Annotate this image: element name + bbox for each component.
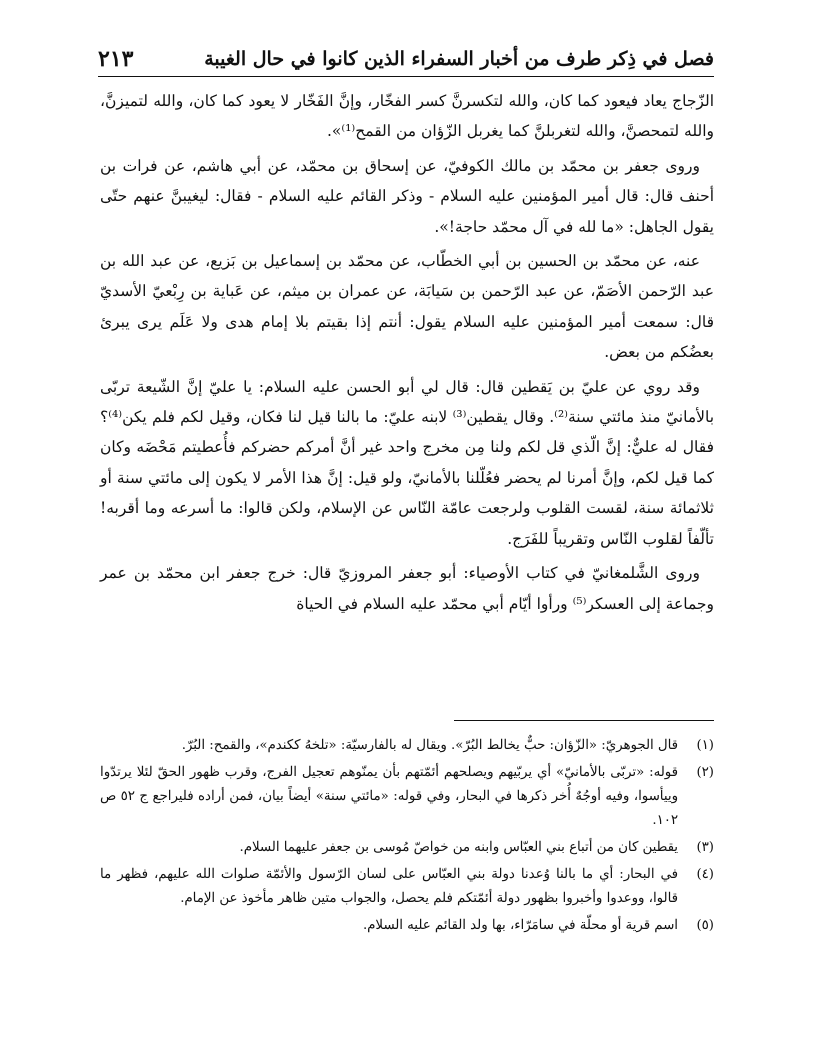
paragraph: وروى الشَّلمغانيّ في كتاب الأوصياء: أبو جعفر المروزيّ قال: خرج جعفر ابن محمّد بن عمر وجماعة إلى العسكر⁽⁵⁾ ورأوا أيّام أبي محمّد عليه السلام في الحياة xyxy=(100,564,714,613)
footnote-number: (١) xyxy=(696,738,714,753)
chapter-title: فصل في ذِكر طرف من أخبار السفراء الذين كانوا في حال الغيبة xyxy=(204,48,714,70)
footnote-separator xyxy=(454,720,714,721)
footnote-number: (٣) xyxy=(696,840,714,855)
paragraph: وقد روي عن عليّ بن يَقطين قال: قال لي أبو الحسن عليه السلام: يا عليّ إنَّ الشّيعة تربّى بالأمانيّ منذ مائتي سنة⁽²⁾. وقال يقطين⁽³⁾ لابنه عليّ: ما بالنا قيل لنا فكان، وقيل لكم فلم يكن⁽⁴⁾؟ فقال له عليٌّ: إنَّ الّذي قل لكم ولنا مِن مخرج واحد غير أنَّ أمركم حضركم فأُعطيتم مَحْضَه وكان كما قيل لكم، وإنَّ أمرنا لم يحضر فعُلّلنا بالأمانيّ، ولو قيل: إنَّ هذا الأمر لا يكون إلى مائتي سنة أو ثلاثمائة سنة، لقست القلوب ولرجعت عامّة النّاس عن الإسلام، ولكن قالوا: ما أسرعه وما أقربه! تألّفاً لقلوب النّاس وتقريباً للفَرَج. xyxy=(100,377,715,548)
footnotes xyxy=(100,734,714,941)
footnote-text: يقطين كان من أتباع بني العبّاس وابنه من خواصّ مُوسى بن جعفر عليهما السلام. xyxy=(239,840,678,855)
paragraph: الزّجاج يعاد فيعود كما كان، والله لتكسرنَّ كسر الفخّار، وإنَّ الفَخّار لا يعود كما كان، والله لتميزنَّ، والله لتمحصنَّ، والله لتغربلنَّ كما يغربل الزّؤان من القمح⁽¹⁾». xyxy=(100,92,714,141)
footnote-number: (٥) xyxy=(696,918,714,933)
footnote xyxy=(100,761,714,833)
paragraph: وروى جعفر بن محمّد بن مالك الكوفيّ، عن إسحاق بن محمّد، عن أبي هاشم، عن فرات بن أحنف قال: قال أمير المؤمنين عليه السلام - وذكر القائم عليه السلام - فقال: ليغيبنَّ عنهم حتّى يقول الجاهل: «ما لله في آل محمّد حاجة!». xyxy=(100,156,714,236)
footnote-text: قال الجوهريّ: «الزّؤان: حبٌّ يخالط البُرّ». ويقال له بالفارسيّة: «تلخهُ ككندم»، والقمح: البُرّ. xyxy=(181,738,678,753)
main-text xyxy=(100,86,714,623)
footnote-text: قوله: «تربّى بالأمانيّ» أي يربّيهم ويصلحهم أئمّتهم بأن يمنّوهم تعجيل الفرج، وقرب ظهور الحقّ لئلا يرتدّوا وييأسوا، وفيه أوجُهٌ أُخر ذكرها في البحار، وفي قوله: «مائتي سنة» أيضاً بيان، فمن أراده فليراجع ج ٥٢ ص ١٠٢. xyxy=(100,765,678,828)
footnote xyxy=(100,914,714,938)
page-number: ٢١٣ xyxy=(98,46,134,72)
footnote-text: اسم قرية أو محلّة في سامَرّاء، بها ولد القائم عليه السلام. xyxy=(362,918,678,933)
footnote xyxy=(100,836,714,860)
footnote xyxy=(100,863,714,911)
footnote-number: (٢) xyxy=(696,765,714,780)
running-header xyxy=(98,42,714,77)
footnote-number: (٤) xyxy=(696,867,714,882)
footnote xyxy=(100,734,714,758)
footnote-text: في البحار: أي ما بالنا وُعدنا دولة بني العبّاس على لسان الرّسول والأئمّة صلوات الله عليهم، فظهر ما قالوا، ووعدوا وأخبروا بظهور دولة أئمّتكم فلم يحصل، والجواب متين ظاهر مأخوذ عن الإمام. xyxy=(100,867,678,906)
paragraph: عنه، عن محمّد بن الحسين بن أبي الخطّاب، عن محمّد بن إسماعيل بن بَزيع، عن عبد الله بن عبد الرّحمن الأصَمّ، عن عبد الرّحمن بن سَيابَة، عن عمران بن ميثم، عن عَباية بن رِبْعيّ الأسديّ قال: سمعت أمير المؤمنين عليه السلام يقول: أنتم إذا بقيتم بلا إمام هدى ولا عَلَم يرى يبرئ بعضُكم من بعض. xyxy=(100,252,714,362)
